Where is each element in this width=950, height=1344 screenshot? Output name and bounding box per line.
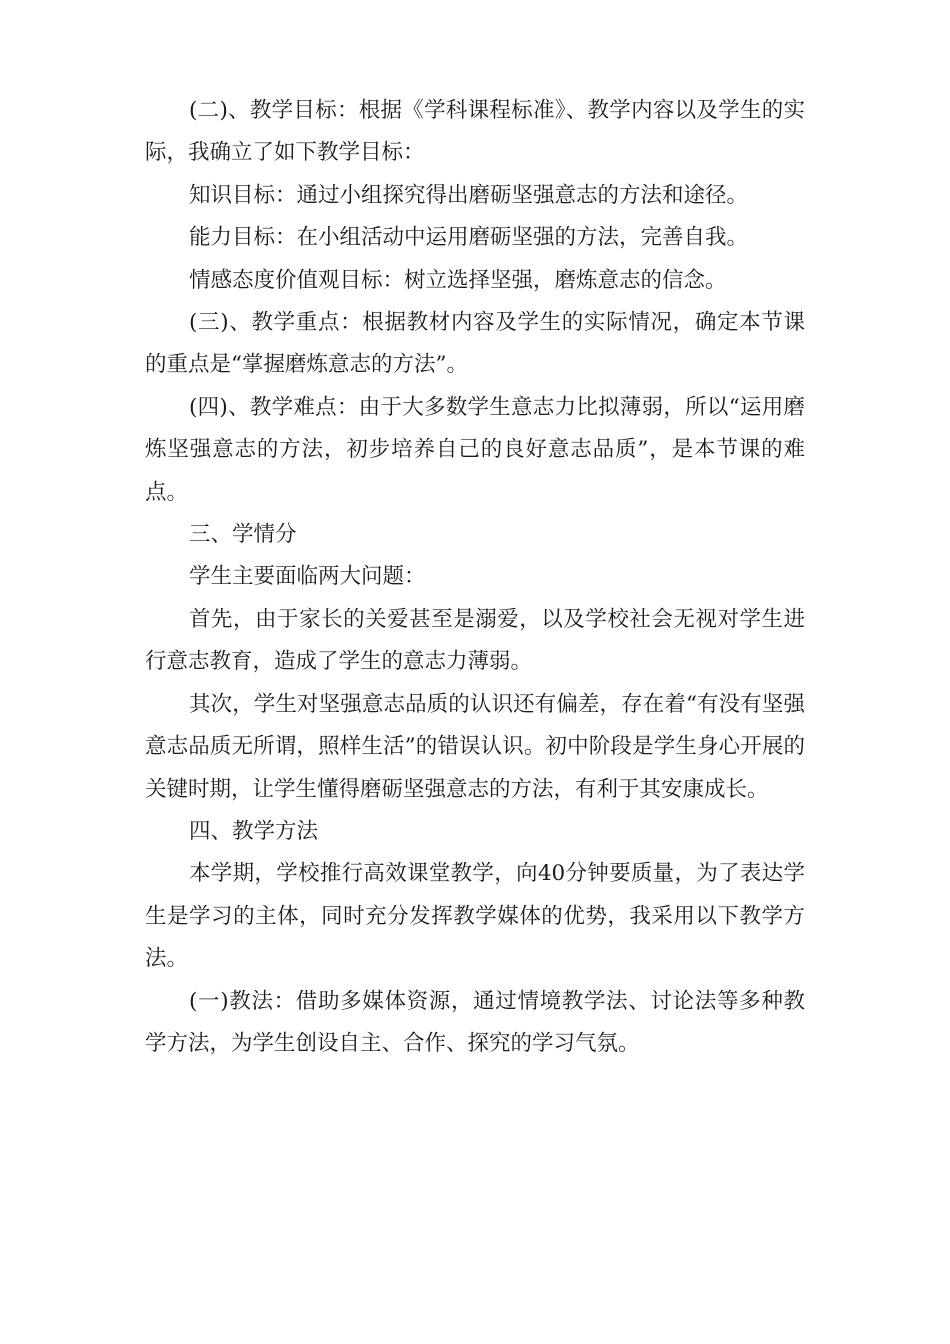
section-heading-teaching-methods: 四、教学方法	[189, 818, 319, 844]
paragraph-teaching-focus: (三)、教学重点：根据教材内容及学生的实际情况，确定本节课的重点是“掌握磨炼意志的方法”。	[145, 310, 805, 378]
paragraph-two-problems: 学生主要面临两大问题：	[189, 564, 426, 590]
document-body	[145, 90, 805, 1065]
paragraph-first-problem: 首先，由于家长的关爱甚至是溺爱，以及学校社会无视对学生进行意志教育，造成了学生的意志力薄弱。	[145, 606, 805, 675]
paragraph-emotion-objective: 情感态度价值观目标：树立选择坚强，磨炼意志的信念。	[189, 267, 727, 293]
paragraph-methods-intro: 本学期，学校推行高效课堂教学，向40分钟要质量，为了表达学生是学习的主体，同时充分发挥教学媒体的优势，我采用以下教学方法。	[145, 861, 805, 972]
paragraph-teaching-objectives: (二)、教学目标：根据《学科课程标准》、教学内容以及学生的实际，我确立了如下教学目标：	[145, 98, 805, 166]
paragraph-knowledge-objective: 知识目标：通过小组探究得出磨砺坚强意志的方法和途径。	[189, 182, 749, 208]
section-heading-student-analysis: 三、学情分	[189, 522, 297, 548]
paragraph-teaching-difficulty: (四)、教学难点：由于大多数学生意志力比拟薄弱，所以“运用磨炼坚强意志的方法，初步培养自己的良好意志品质”，是本节课的难点。	[145, 394, 805, 505]
paragraph-teaching-approach: (一)教法：借助多媒体资源，通过情境教学法、讨论法等多种教学方法，为学生创设自主、合作、探究的学习气氛。	[145, 988, 805, 1056]
paragraph-ability-objective: 能力目标：在小组活动中运用磨砺坚强的方法，完善自我。	[189, 225, 749, 251]
paragraph-second-problem: 其次，学生对坚强意志品质的认识还有偏差，存在着“有没有坚强意志品质无所谓，照样生活”的错误认识。初中阶段是学生身心开展的关键时期，让学生懂得磨砺坚强意志的方法，有利于其安康成长。	[145, 691, 805, 802]
